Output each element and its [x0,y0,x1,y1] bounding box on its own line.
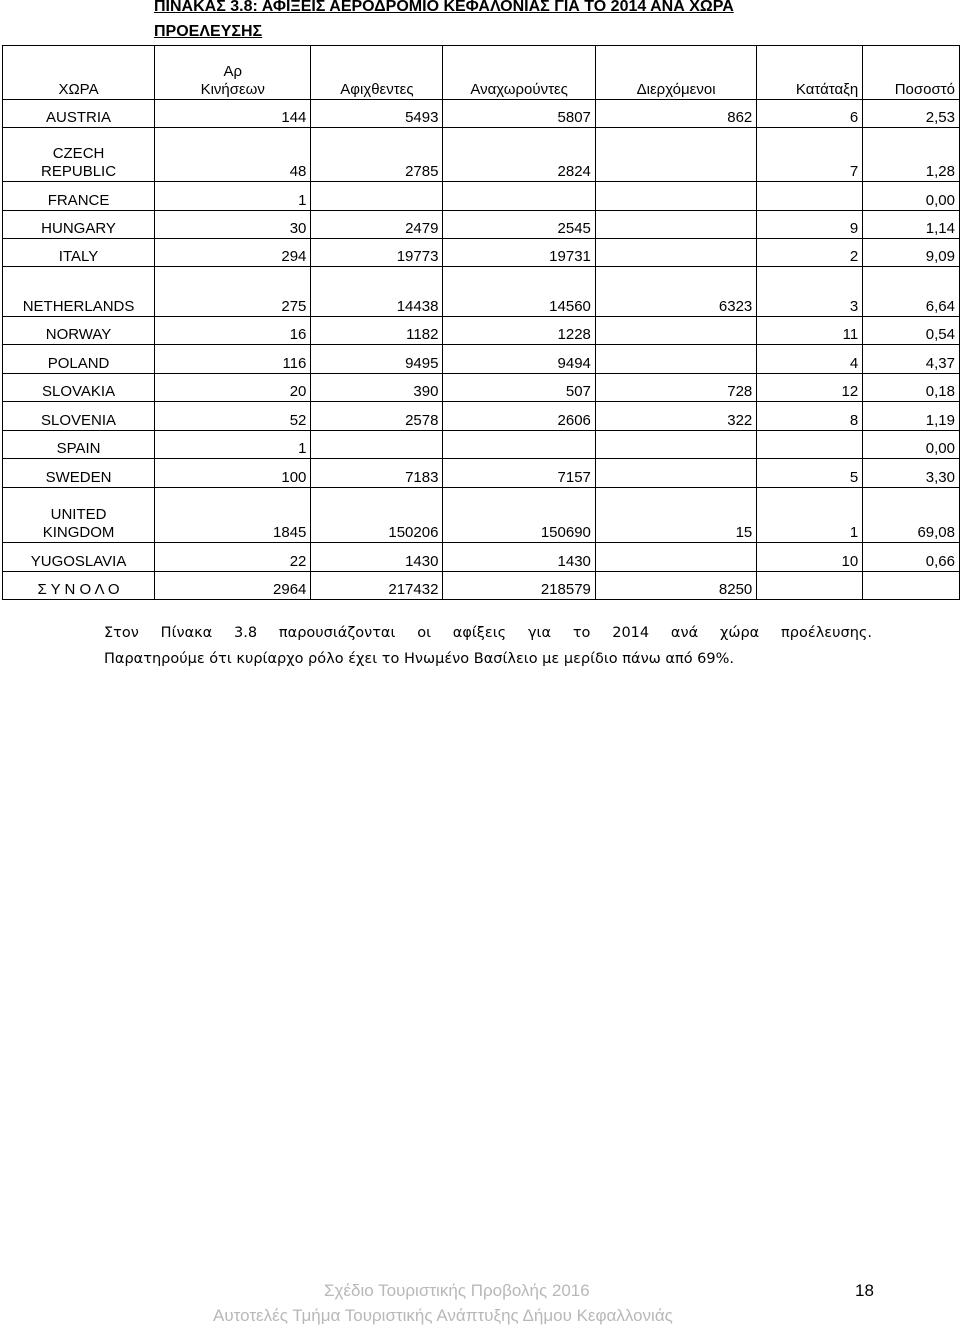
cell-departures: 150690 [443,488,595,543]
cell-transit: 6323 [595,267,756,317]
cell-arrivals: 14438 [311,267,443,317]
cell-movements: 48 [155,128,311,182]
table-row [3,345,960,374]
cell-movements: 52 [155,402,311,431]
cell-percent: 0,54 [863,317,960,345]
cell-percent: 6,64 [863,267,960,317]
cell-movements: 100 [155,459,311,488]
header-movements [155,46,311,100]
cell-rank: 9 [757,211,863,239]
cell-rank: 2 [757,239,863,267]
cell-arrivals: 5493 [311,100,443,128]
cell-percent: 4,37 [863,345,960,374]
cell-arrivals: 390 [311,374,443,402]
footer-title: Σχέδιο Τουριστικής Προβολής 2016 [324,1281,590,1300]
cell-transit: 322 [595,402,756,431]
cell-transit [595,431,756,459]
header-arrivals: Αφιχθεντες [311,46,443,100]
cell-movements: 116 [155,345,311,374]
cell-rank: 6 [757,100,863,128]
cell-percent: 1,19 [863,402,960,431]
cell-arrivals: 2785 [311,128,443,182]
cell-arrivals: 150206 [311,488,443,543]
cell-rank: 11 [757,317,863,345]
cell-movements: 275 [155,267,311,317]
footer-department: Αυτοτελές Τμήμα Τουριστικής Ανάπτυξης Δήμου Κεφαλλονιάς [213,1306,673,1325]
cell-transit [595,459,756,488]
table-row [3,488,960,543]
cell-country: HUNGARY [3,211,155,239]
cell-rank: 10 [757,543,863,572]
cell-transit: 728 [595,374,756,402]
total-departures: 218579 [443,572,595,600]
cell-departures [443,431,595,459]
cell-departures: 7157 [443,459,595,488]
cell-rank: 4 [757,345,863,374]
cell-country-line2: KINGDOM [42,524,115,541]
cell-country: NORWAY [3,317,155,345]
cell-rank: 7 [757,128,863,182]
cell-rank: 8 [757,402,863,431]
page-number: 18 [855,1281,874,1300]
cell-departures: 2606 [443,402,595,431]
total-rank [757,572,863,600]
cell-percent: 0,00 [863,431,960,459]
cell-country: SPAIN [3,431,155,459]
cell-percent: 69,08 [863,488,960,543]
total-movements: 2964 [155,572,311,600]
cell-arrivals: 19773 [311,239,443,267]
cell-rank [757,182,863,211]
cell-country: SWEDEN [3,459,155,488]
cell-country: YUGOSLAVIA [3,543,155,572]
table-row [3,182,960,211]
table-row [3,317,960,345]
cell-country: ITALY [3,239,155,267]
header-transit: Διερχόμενοι [595,46,756,100]
cell-percent: 1,14 [863,211,960,239]
table-row [3,211,960,239]
cell-departures [443,182,595,211]
table-row [3,431,960,459]
cell-transit: 862 [595,100,756,128]
cell-country: FRANCE [3,182,155,211]
cell-movements: 16 [155,317,311,345]
cell-departures: 9494 [443,345,595,374]
cell-country-line1: UNITED [50,506,107,523]
cell-transit [595,211,756,239]
cell-arrivals: 9495 [311,345,443,374]
cell-transit [595,182,756,211]
cell-rank: 5 [757,459,863,488]
table-row [3,459,960,488]
header-movements-line1: Αρ [223,63,242,80]
table-row [3,402,960,431]
cell-country-line1: CZECH [52,145,105,162]
paragraph-line2: Παρατηρούμε ότι κυρίαρχο ρόλο έχει το Ηνωμένο Βασίλειο με μερίδιο πάνω από 69%. [104,651,735,667]
total-country: Σ Υ Ν Ο Λ Ο [3,572,155,600]
cell-arrivals: 7183 [311,459,443,488]
cell-arrivals [311,431,443,459]
paragraph-line1: Στον Πίνακα 3.8 παρουσιάζονται οι αφίξεις για το 2014 ανά χώρα προέλευσης. [104,625,872,641]
arrivals-table [2,45,960,600]
cell-movements: 22 [155,543,311,572]
cell-arrivals: 2479 [311,211,443,239]
table-row [3,543,960,572]
cell-country [3,488,155,543]
cell-percent: 9,09 [863,239,960,267]
cell-movements: 30 [155,211,311,239]
cell-percent: 3,30 [863,459,960,488]
cell-percent: 2,53 [863,100,960,128]
total-percent [863,572,960,600]
cell-departures: 19731 [443,239,595,267]
cell-transit [595,543,756,572]
cell-departures: 2824 [443,128,595,182]
cell-transit [595,345,756,374]
cell-departures: 1228 [443,317,595,345]
cell-movements: 20 [155,374,311,402]
cell-transit [595,128,756,182]
cell-rank: 3 [757,267,863,317]
header-departures: Αναχωρούντες [443,46,595,100]
table-total-row [3,572,960,600]
cell-movements: 144 [155,100,311,128]
cell-percent: 1,28 [863,128,960,182]
cell-rank: 12 [757,374,863,402]
cell-transit [595,239,756,267]
header-percent: Ποσοστό [863,46,960,100]
cell-movements: 294 [155,239,311,267]
cell-departures: 1430 [443,543,595,572]
cell-arrivals: 2578 [311,402,443,431]
cell-arrivals [311,182,443,211]
cell-departures: 5807 [443,100,595,128]
cell-percent: 0,00 [863,182,960,211]
table-row [3,374,960,402]
header-country: ΧΩΡΑ [3,46,155,100]
total-arrivals: 217432 [311,572,443,600]
cell-arrivals: 1182 [311,317,443,345]
cell-country [3,128,155,182]
table-title-line2: ΠΡΟΕΛΕΥΣΗΣ [154,23,263,40]
cell-rank: 1 [757,488,863,543]
cell-departures: 2545 [443,211,595,239]
cell-percent: 0,66 [863,543,960,572]
cell-movements: 1845 [155,488,311,543]
total-transit: 8250 [595,572,756,600]
table-title-line1: ΠΙΝΑΚΑΣ 3.8: ΑΦΙΞΕΙΣ ΑΕΡΟΔΡΟΜΙΟ ΚΕΦΑΛΟΝΙΑΣ ΓΙΑ ΤΟ 2014 ΑΝΑ ΧΩΡΑ [154,0,734,15]
header-rank: Κατάταξη [757,46,863,100]
header-movements-line2: Κινήσεων [200,81,265,98]
cell-rank [757,431,863,459]
table-row [3,267,960,317]
cell-transit: 15 [595,488,756,543]
table-header-row [3,46,960,100]
cell-transit [595,317,756,345]
cell-departures: 14560 [443,267,595,317]
cell-movements: 1 [155,182,311,211]
table-row [3,239,960,267]
cell-country: POLAND [3,345,155,374]
cell-movements: 1 [155,431,311,459]
cell-arrivals: 1430 [311,543,443,572]
cell-country: SLOVAKIA [3,374,155,402]
table-row [3,100,960,128]
cell-departures: 507 [443,374,595,402]
cell-country: AUSTRIA [3,100,155,128]
table-row [3,128,960,182]
cell-country: NETHERLANDS [3,267,155,317]
cell-country: SLOVENIA [3,402,155,431]
cell-country-line2: REPUBLIC [41,163,117,180]
cell-percent: 0,18 [863,374,960,402]
